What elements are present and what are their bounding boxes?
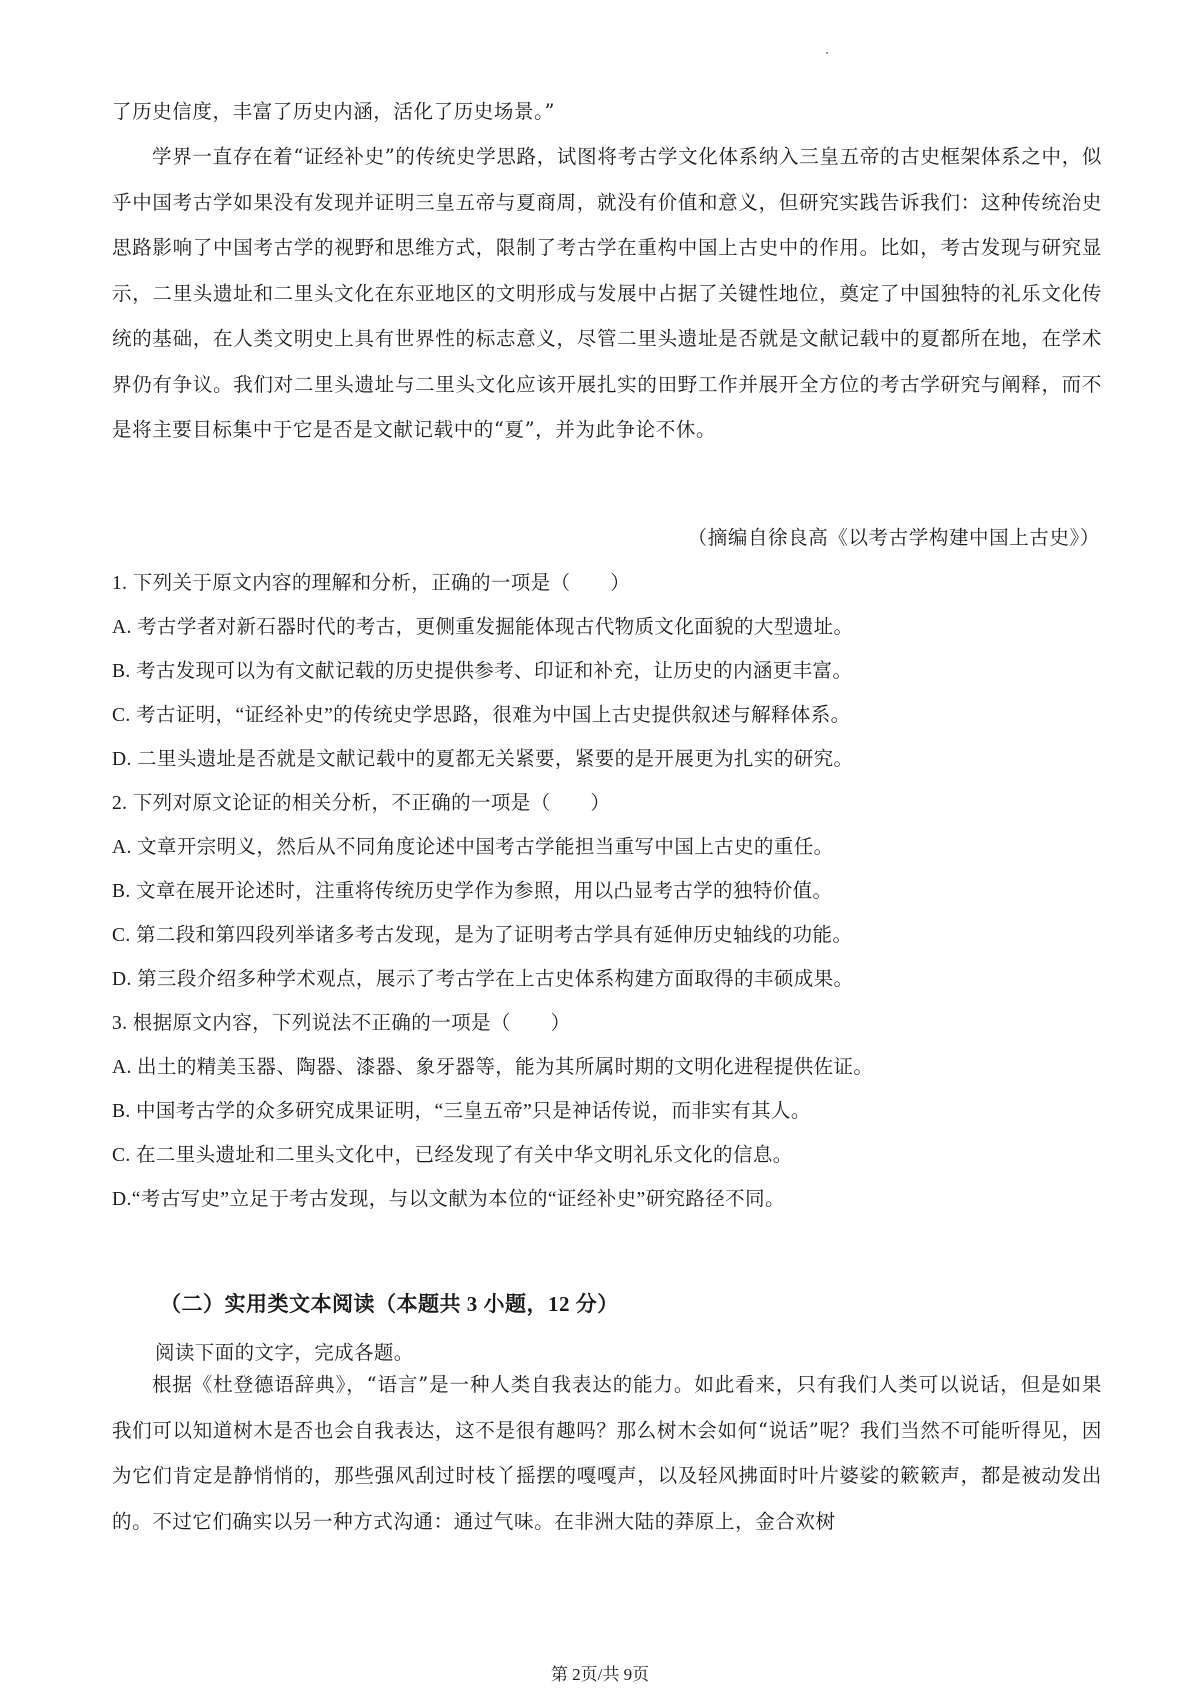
- passage-paragraph: 学界一直存在着“证经补史”的传统史学思路，试图将考古学文化体系纳入三皇五帝的古史框架体系之中，似乎中国考古学如果没有发现并证明三皇五帝与夏商周，就没有价值和意义，但研究实践告诉我们：这种传统治史思路影响了中国考古学的视野和思维方式，限制了考古学在重构中国上古史中的作用。比如，考古发现与研究显示，二里头遗址和二里头文化在东亚地区的文明形成与发展中占据了关键性地位，奠定了中国独特的礼乐文化传统的基础，在人类文明史上具有世界性的标志意义，尽管二里头遗址是否就是文献记载中的夏都所在地，在学术界仍有争议。我们对二里头遗址与二里头文化应该开展扎实的田野工作并展开全方位的考古学研究与阐释，而不是将主要目标集中于它是否是文献记载中的“夏”，并为此争论不休。: [112, 145, 1102, 441]
- question-2-option-c: C. 第二段和第四段列举诸多考古发现，是为了证明考古学具有延伸历史轴线的功能。: [112, 925, 853, 946]
- question-3-stem: 3. 根据原文内容，下列说法不正确的一项是（ ）: [112, 1013, 571, 1034]
- question-2-option-a: A. 文章开宗明义，然后从不同角度论述中国考古学能担当重写中国上古史的重任。: [112, 837, 834, 858]
- question-1-stem: 1. 下列关于原文内容的理解和分析，正确的一项是（ ）: [112, 573, 631, 594]
- section-passage-paragraph: 根据《杜登德语辞典》，“语言”是一种人类自我表达的能力。如此看来，只有我们人类可以说话，但是如果我们可以知道树木是否也会自我表达，这不是很有趣吗？那么树木会如何“说话”呢？我们当然不可能听得见，因为它们肯定是静悄悄的，那些强风刮过时枝丫摇摆的嘎嘎声，以及轻风拂面时叶片婆娑的簌簌声，都是被动发出的。不过它们确实以另一种方式沟通：通过气味。在非洲大陆的莽原上，金合欢树: [112, 1373, 1102, 1533]
- question-1-option-c: C. 考古证明，“证经补史”的传统史学思路，很难为中国上古史提供叙述与解释体系。: [112, 705, 851, 726]
- page-number: 第 2页/共 9页: [550, 1665, 650, 1684]
- question-1-option-b: B. 考古发现可以为有文献记载的历史提供参考、印证和补充，让历史的内涵更丰富。: [112, 661, 853, 682]
- question-2-option-d: D. 第三段介绍多种学术观点，展示了考古学在上古史体系构建方面取得的丰硕成果。: [112, 969, 854, 990]
- question-2-stem: 2. 下列对原文论证的相关分析，不正确的一项是（ ）: [112, 793, 611, 814]
- question-3-option-a: A. 出土的精美玉器、陶器、漆器、象牙器等，能为其所属时期的文明化进程提供佐证。: [112, 1057, 874, 1078]
- question-3-option-d: D.“考古写史”立足于考古发现，与以文献为本位的“证经补史”研究路径不同。: [112, 1189, 785, 1210]
- passage-source: （摘编自徐良高《以考古学构建中国上古史》）: [687, 526, 1100, 549]
- question-1-option-d: D. 二里头遗址是否就是文献记载中的夏都无关紧要，紧要的是开展更为扎实的研究。: [112, 749, 854, 770]
- section-instruction: 阅读下面的文字，完成各题。: [155, 1343, 414, 1364]
- question-3-option-c: C. 在二里头遗址和二里头文化中，已经发现了有关中华文明礼乐文化的信息。: [112, 1145, 793, 1166]
- section-heading: （二）实用类文本阅读（本题共 3 小题，12 分）: [160, 1292, 619, 1316]
- passage-line-continued: 了历史信度，丰富了历史内涵，活化了历史场景。”: [112, 100, 556, 123]
- question-3-option-b: B. 中国考古学的众多研究成果证明，“三皇五帝”只是神话传说，而非实有其人。: [112, 1101, 811, 1122]
- question-1-option-a: A. 考古学者对新石器时代的考古，更侧重发掘能体现古代物质文化面貌的大型遗址。: [112, 617, 854, 638]
- scan-speck: [826, 52, 828, 54]
- question-2-option-b: B. 文章在展开论述时，注重将传统历史学作为参照，用以凸显考古学的独特价值。: [112, 881, 833, 902]
